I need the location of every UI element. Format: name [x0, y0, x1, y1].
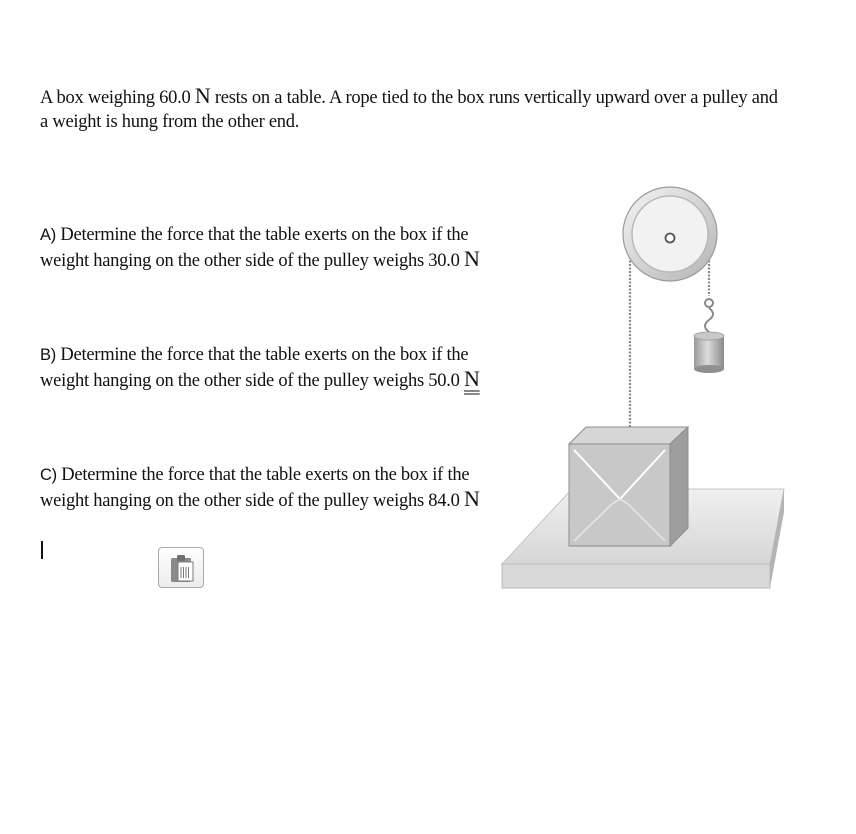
question-a-unit: N — [464, 246, 480, 271]
question-b-text: Determine the force that the table exerts on the box if the weight hanging on the other side of the pulley weighs 50.0 — [40, 345, 469, 391]
question-c-unit: N — [464, 486, 480, 511]
problem-intro-unit: N — [194, 83, 211, 108]
paste-button[interactable] — [158, 547, 204, 588]
question-c-text: Determine the force that the table exerts on the box if the weight hanging on the other side of the pulley weighs 84.0 — [40, 465, 470, 511]
question-c-letter: C) — [40, 466, 57, 484]
question-a-letter: A) — [40, 226, 56, 244]
box — [569, 427, 688, 546]
question-c — [40, 463, 500, 513]
question-b-unit: N — [464, 366, 480, 391]
problem-statement — [40, 84, 780, 134]
hanging-weight — [694, 299, 724, 373]
text-cursor[interactable] — [41, 541, 43, 559]
question-a-text: Determine the force that the table exerts on the box if the weight hanging on the other side of the pulley weighs 30.0 — [40, 225, 469, 271]
problem-intro-part2: rests on a table. A rope tied to the box runs vertically upward over a pulley and a weight is hung from the other end. — [40, 88, 778, 132]
clipboard-icon — [169, 553, 195, 583]
problem-intro-part1: A box weighing 60.0 — [40, 88, 195, 108]
pulley — [623, 187, 717, 281]
question-a — [40, 223, 500, 273]
question-b — [40, 343, 500, 393]
pulley-diagram — [496, 186, 796, 596]
question-b-letter: B) — [40, 346, 56, 364]
